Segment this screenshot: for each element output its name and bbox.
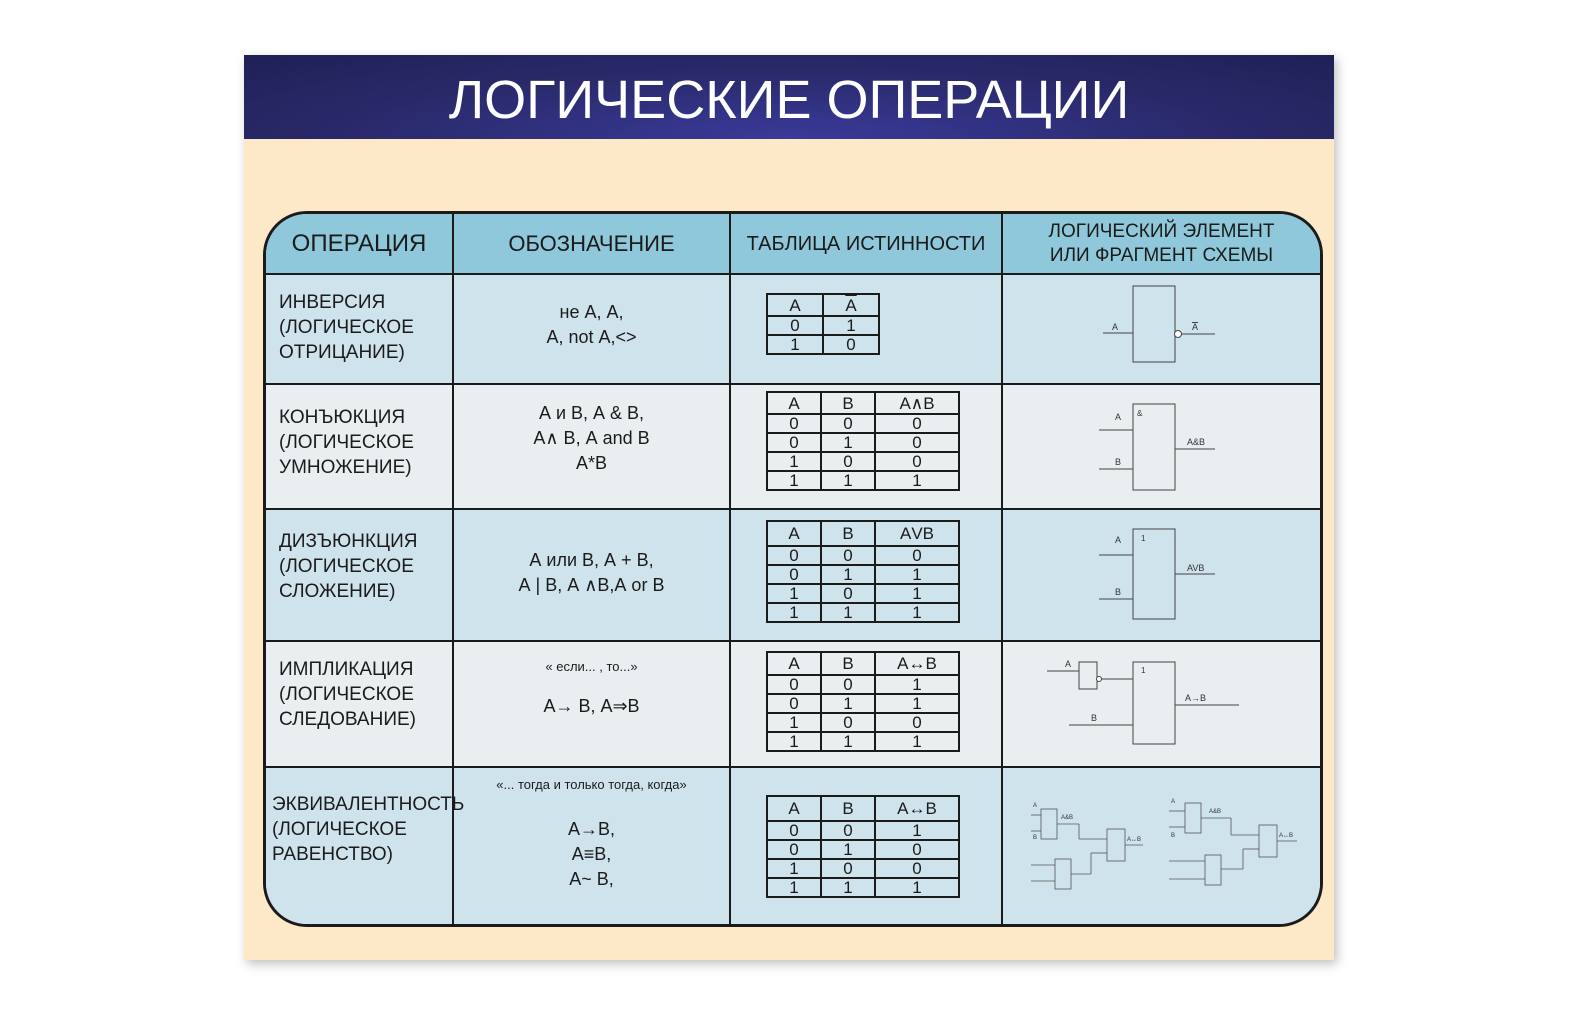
not-gate-diagram (1003, 276, 1320, 382)
divider (729, 214, 731, 924)
circuit-label: B (1033, 835, 1038, 841)
operation-name: ИМПЛИКАЦИЯ (ЛОГИЧЕСКОЕ СЛЕДОВАНИЕ) (279, 659, 416, 730)
circuit-label: A&B (1209, 809, 1222, 815)
gate-input-label: A (1115, 412, 1122, 422)
notation-line: А | В, А ∧В,А or В (518, 575, 665, 595)
gate-output-label: AVB (1187, 563, 1205, 573)
header-truth-table: ТАБЛИЦА ИСТИННОСТИ (731, 214, 1001, 274)
divider (266, 640, 1320, 642)
notation-line: А∧ В, А and В (533, 428, 650, 448)
notation-note: «... тогда и только тогда, когда» (496, 777, 687, 792)
notation-line: А~ В, (569, 869, 614, 889)
divider (266, 766, 1320, 768)
notation-line: А или В, А + В, (529, 550, 654, 570)
notation (454, 548, 729, 598)
equivalence-circuit-diagram (1003, 769, 1320, 924)
notation-line: А и В, А & В, (538, 403, 645, 423)
gate-output-label: A→B (1185, 693, 1207, 703)
notation-line: А→В, (567, 819, 615, 839)
gate-output-label: А (1192, 322, 1199, 332)
header-logic-element: ЛОГИЧЕСКИЙ ЭЛЕМЕНТ ИЛИ ФРАГМЕНТ СХЕМЫ (1003, 214, 1320, 274)
notation-line: А, not А,<> (546, 327, 637, 347)
poster (244, 55, 1334, 960)
gate-output-label: A&B (1187, 437, 1206, 447)
operation-name: ИНВЕРСИЯ (ЛОГИЧЕСКОЕ ОТРИЦАНИЕ) (279, 292, 414, 363)
divider (266, 383, 1320, 385)
operation-name: КОНЪЮКЦИЯ (ЛОГИЧЕСКОЕ УМНОЖЕНИЕ) (279, 407, 414, 478)
gate-input-label: A (1065, 659, 1072, 669)
truth-table: А В А∧В 0 0 0 0 1 0 1 0 0 1 1 1 (766, 391, 960, 491)
truth-table: А В АVВ 0 0 0 0 1 1 1 0 1 1 1 1 (766, 520, 960, 623)
divider (266, 273, 1320, 275)
gate-symbol: & (1137, 409, 1143, 418)
header-operation: ОПЕРАЦИЯ (266, 214, 452, 274)
truth-table: А В А↔В 0 0 1 0 1 0 1 0 0 1 1 1 (766, 795, 960, 898)
circuit-label: B (1171, 833, 1176, 839)
circuit-label: A (1033, 803, 1038, 809)
notation-line: А*В (575, 453, 608, 473)
and-gate-diagram (1003, 386, 1320, 507)
notation (454, 817, 729, 892)
operations-table (263, 211, 1323, 927)
circuit-label: A (1171, 799, 1176, 805)
implication-gate-diagram (1003, 643, 1320, 765)
operation-name: ЭКВИВАЛЕНТНОСТЬ (ЛОГИЧЕСКОЕ РАВЕНСТВО) (272, 794, 465, 865)
gate-input-label: B (1091, 713, 1098, 723)
gate-input-label: B (1115, 457, 1122, 467)
operation-name: ДИЗЪЮНКЦИЯ (ЛОГИЧЕСКОЕ СЛОЖЕНИЕ) (279, 531, 418, 602)
header-notation: ОБОЗНАЧЕНИЕ (454, 214, 729, 274)
notation (454, 401, 729, 476)
notation (454, 694, 729, 719)
truth-table: А В А↔В 0 0 1 0 1 1 1 0 0 1 1 1 (766, 651, 960, 752)
notation-note: « если... , то...» (545, 659, 638, 674)
or-gate-diagram (1003, 511, 1320, 639)
notation-line: не А, А, (559, 302, 624, 322)
notation-line: А≡В, (571, 844, 612, 864)
poster-title: ЛОГИЧЕСКИЕ ОПЕРАЦИИ (244, 55, 1334, 139)
circuit-label: A↔B (1279, 833, 1294, 839)
gate-symbol: 1 (1141, 534, 1146, 543)
circuit-label: A&B (1061, 815, 1074, 821)
gate-symbol: 1 (1141, 666, 1146, 675)
notation (454, 300, 729, 350)
gate-input-label: A (1115, 535, 1122, 545)
notation-line: А→ В, А⇒В (543, 696, 640, 716)
gate-input-label: B (1115, 587, 1122, 597)
gate-input-label: А (1112, 322, 1119, 332)
truth-table: А А 0 1 1 0 (766, 293, 880, 355)
circuit-label: A↔B (1127, 837, 1142, 843)
divider (266, 508, 1320, 510)
